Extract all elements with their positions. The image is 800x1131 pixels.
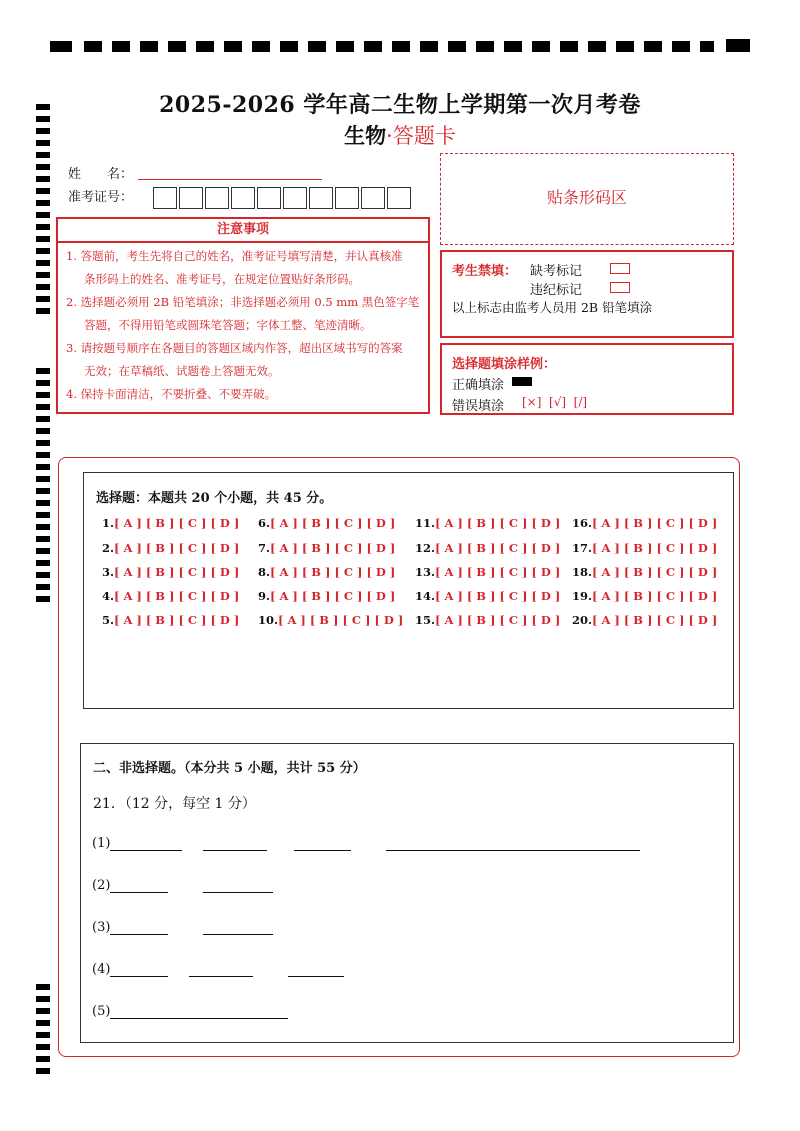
- answer-options[interactable]: [ A ] [ B ] [ C ] [ D ]: [114, 565, 240, 579]
- timing-mark: [36, 464, 50, 470]
- question-number: 19.: [572, 589, 593, 603]
- notice-item-number: 2.: [66, 295, 77, 309]
- choice-question[interactable]: [102, 541, 239, 555]
- timing-mark: [36, 296, 50, 302]
- timing-mark: [112, 41, 130, 52]
- question-number: 9.: [258, 589, 271, 603]
- nonchoice-header: 二、非选择题。（本分共 5 小题，共计 55 分）: [93, 761, 366, 776]
- question-number: 3.: [102, 565, 115, 579]
- timing-mark: [36, 1068, 50, 1074]
- timing-mark: [616, 41, 634, 52]
- timing-mark: [336, 41, 354, 52]
- notice-item-number: 3.: [66, 341, 77, 355]
- timing-mark: [308, 41, 326, 52]
- nonchoice-box: [80, 743, 734, 1043]
- choice-question[interactable]: [572, 613, 717, 627]
- timing-mark: [36, 308, 50, 314]
- question-number: 17.: [572, 541, 593, 555]
- timing-mark: [252, 41, 270, 52]
- timing-mark: [168, 41, 186, 52]
- answer-options[interactable]: [ A ] [ B ] [ C ] [ D ]: [270, 589, 396, 603]
- timing-mark: [36, 380, 50, 386]
- timing-mark: [36, 416, 50, 422]
- timing-mark: [392, 41, 410, 52]
- timing-mark: [36, 584, 50, 590]
- timing-mark: [36, 440, 50, 446]
- answer-options[interactable]: [ A ] [ B ] [ C ] [ D ]: [114, 541, 240, 555]
- timing-mark: [672, 41, 690, 52]
- barcode-area: 贴条形码区: [440, 153, 734, 245]
- timing-mark: [36, 284, 50, 290]
- answer-options[interactable]: [ A ] [ B ] [ C ] [ D ]: [270, 541, 396, 555]
- timing-mark: [36, 248, 50, 254]
- notice-box: [56, 217, 430, 414]
- answer-options[interactable]: [ A ] [ B ] [ C ] [ D ]: [114, 516, 240, 530]
- timing-mark: [420, 41, 438, 52]
- question-number: 15.: [415, 613, 436, 627]
- timing-mark: [36, 984, 50, 990]
- answer-line[interactable]: [110, 1018, 288, 1019]
- forbidden-box: [440, 250, 734, 338]
- correct-fill-label: 正确填涂: [452, 378, 505, 393]
- timing-mark: [36, 176, 50, 182]
- answer-options[interactable]: [ A ] [ B ] [ C ] [ D ]: [592, 516, 718, 530]
- notice-item-number: 4.: [66, 387, 77, 401]
- timing-mark: [280, 41, 298, 52]
- id-digit-box[interactable]: [153, 187, 177, 209]
- choice-question[interactable]: [102, 589, 239, 603]
- answer-line[interactable]: [294, 850, 351, 851]
- answer-options[interactable]: [ A ] [ B ] [ C ] [ D ]: [435, 613, 561, 627]
- answer-options[interactable]: [ A ] [ B ] [ C ] [ D ]: [592, 541, 718, 555]
- timing-mark: [36, 200, 50, 206]
- timing-mark: [36, 164, 50, 170]
- choice-header: 选择题：本题共 20 个小题，共 45 分。: [96, 491, 333, 506]
- answer-options[interactable]: [ A ] [ B ] [ C ] [ D ]: [592, 565, 718, 579]
- question-number: 13.: [415, 565, 436, 579]
- id-label: 准考证号：: [68, 190, 134, 205]
- answer-line[interactable]: [189, 976, 253, 977]
- choice-question[interactable]: [572, 589, 717, 603]
- id-digit-box[interactable]: [387, 187, 411, 209]
- answer-line[interactable]: [110, 850, 182, 851]
- question-number: 11.: [415, 516, 436, 530]
- timing-mark: [36, 272, 50, 278]
- timing-mark: [36, 536, 50, 542]
- notice-item-text: 答题前，考生先将自己的姓名，准考证号填写清楚，并认真核准: [80, 249, 403, 263]
- choice-question[interactable]: [572, 565, 717, 579]
- answer-line[interactable]: [110, 976, 168, 977]
- id-digit-box[interactable]: [179, 187, 203, 209]
- part-3-label: (3): [92, 920, 111, 935]
- exam-title: 2025-2026 学年高二生物上学期第一次月考卷: [159, 92, 641, 118]
- id-digit-box[interactable]: [335, 187, 359, 209]
- notice-item-text: 选择题必须用 2B 铅笔填涂；非选择题必须用 0.5 mm 黑色签字笔: [80, 295, 420, 309]
- answer-line[interactable]: [110, 892, 168, 893]
- timing-mark: [700, 41, 714, 52]
- timing-mark: [560, 41, 578, 52]
- timing-mark: [36, 236, 50, 242]
- name-label: 姓 名：: [68, 167, 134, 182]
- choice-question[interactable]: [258, 565, 395, 579]
- notice-item-number: 1.: [66, 249, 77, 263]
- timing-mark: [36, 152, 50, 158]
- question-number: 5.: [102, 613, 115, 627]
- answer-line[interactable]: [110, 934, 168, 935]
- choice-question[interactable]: [258, 541, 395, 555]
- notice-item: [58, 337, 428, 360]
- part-4-label: (4): [92, 962, 111, 977]
- choice-question[interactable]: [258, 613, 403, 627]
- violation-mark-box[interactable]: [610, 282, 630, 293]
- choice-question[interactable]: [572, 541, 717, 555]
- answer-options[interactable]: [ A ] [ B ] [ C ] [ D ]: [592, 589, 718, 603]
- notice-item-text: 保持卡面清洁，不要折叠、不要弄破。: [80, 387, 277, 401]
- choice-question[interactable]: [415, 589, 560, 603]
- timing-mark: [36, 560, 50, 566]
- timing-mark: [224, 41, 242, 52]
- correct-fill-sample: [512, 377, 532, 386]
- timing-mark: [36, 392, 50, 398]
- timing-mark: [36, 500, 50, 506]
- timing-mark: [36, 596, 50, 602]
- answer-options[interactable]: [ A ] [ B ] [ C ] [ D ]: [114, 613, 240, 627]
- id-boxes: [153, 187, 413, 213]
- timing-mark: [36, 404, 50, 410]
- question-21-title: 21．（12 分，每空 1 分）: [93, 796, 256, 812]
- forbidden-note: 以上标志由监考人员用 2B 铅笔填涂: [452, 300, 653, 315]
- notice-item: [58, 291, 428, 314]
- answer-options[interactable]: [ A ] [ B ] [ C ] [ D ]: [270, 516, 396, 530]
- choice-question[interactable]: [102, 516, 239, 530]
- answer-options[interactable]: [ A ] [ B ] [ C ] [ D ]: [435, 565, 561, 579]
- answer-options[interactable]: [ A ] [ B ] [ C ] [ D ]: [270, 565, 396, 579]
- choice-question[interactable]: [572, 516, 717, 530]
- id-digit-box[interactable]: [309, 187, 333, 209]
- wrong-fill-label: 错误填涂: [452, 399, 505, 414]
- timing-mark: [36, 488, 50, 494]
- question-number: 4.: [102, 589, 115, 603]
- timing-mark: [448, 41, 466, 52]
- part-5-label: (5): [92, 1004, 111, 1019]
- id-digit-box[interactable]: [283, 187, 307, 209]
- timing-mark: [532, 41, 550, 52]
- absent-mark-label: 缺考标记: [530, 264, 583, 279]
- part-2-label: (2): [92, 878, 111, 893]
- answer-line[interactable]: [203, 892, 273, 893]
- timing-mark: [36, 1056, 50, 1062]
- timing-mark: [36, 996, 50, 1002]
- choice-question[interactable]: [415, 613, 560, 627]
- question-number: 2.: [102, 541, 115, 555]
- answer-card-label: ·答题卡: [386, 124, 456, 148]
- timing-mark: [36, 260, 50, 266]
- timing-mark: [36, 212, 50, 218]
- part-1-label: (1): [92, 836, 111, 851]
- answer-line[interactable]: [203, 934, 273, 935]
- notice-item-cont: [58, 360, 428, 383]
- question-number: 12.: [415, 541, 436, 555]
- timing-mark: [476, 41, 494, 52]
- question-number: 10.: [258, 613, 279, 627]
- timing-mark: [36, 512, 50, 518]
- timing-mark: [36, 1008, 50, 1014]
- question-number: 14.: [415, 589, 436, 603]
- notice-item-text: 请按题号顺序在各题目的答题区域内作答，超出区域书写的答案: [80, 341, 403, 355]
- timing-mark: [644, 41, 662, 52]
- timing-mark: [50, 41, 72, 52]
- notice-item-cont: [58, 314, 428, 337]
- answer-options[interactable]: [ A ] [ B ] [ C ] [ D ]: [435, 541, 561, 555]
- question-number: 16.: [572, 516, 593, 530]
- timing-mark: [36, 452, 50, 458]
- timing-mark: [36, 188, 50, 194]
- answer-line[interactable]: [203, 850, 267, 851]
- question-number: 6.: [258, 516, 271, 530]
- choice-question[interactable]: [415, 541, 560, 555]
- forbidden-label: 考生禁填：: [452, 264, 518, 279]
- timing-mark: [36, 572, 50, 578]
- notice-title: 注意事项: [58, 219, 428, 243]
- id-digit-box[interactable]: [231, 187, 255, 209]
- timing-mark: [36, 476, 50, 482]
- timing-mark: [36, 224, 50, 230]
- fill-example-title: 选择题填涂样例：: [452, 357, 557, 372]
- question-number: 7.: [258, 541, 271, 555]
- timing-mark: [84, 41, 102, 52]
- answer-options[interactable]: [ A ] [ B ] [ C ] [ D ]: [278, 613, 404, 627]
- name-field[interactable]: [138, 179, 322, 180]
- question-number: 8.: [258, 565, 271, 579]
- exam-subtitle: [0, 120, 800, 150]
- timing-mark: [364, 41, 382, 52]
- notice-item: [58, 383, 428, 406]
- question-number: 20.: [572, 613, 593, 627]
- timing-mark: [726, 39, 750, 52]
- timing-mark: [36, 368, 50, 374]
- choice-question[interactable]: [415, 565, 560, 579]
- timing-mark: [36, 428, 50, 434]
- notice-item-text: 无效；在草稿纸、试题卷上答题无效。: [84, 364, 280, 378]
- timing-mark: [36, 524, 50, 530]
- choice-question[interactable]: [102, 565, 239, 579]
- answer-options[interactable]: [ A ] [ B ] [ C ] [ D ]: [435, 589, 561, 603]
- answer-line[interactable]: [288, 976, 344, 977]
- question-number: 1.: [102, 516, 115, 530]
- absent-mark-box[interactable]: [610, 263, 630, 274]
- choice-question[interactable]: [258, 516, 395, 530]
- answer-line[interactable]: [386, 850, 640, 851]
- violation-mark-label: 违纪标记: [530, 283, 583, 298]
- id-digit-box[interactable]: [361, 187, 385, 209]
- timing-mark: [140, 41, 158, 52]
- notice-item-cont: [58, 268, 428, 291]
- notice-item-text: 答题，不得用铅笔或圆珠笔答题；字体工整、笔迹清晰。: [84, 318, 372, 332]
- choice-question[interactable]: [415, 516, 560, 530]
- timing-mark: [504, 41, 522, 52]
- question-number: 18.: [572, 565, 593, 579]
- answer-options[interactable]: [ A ] [ B ] [ C ] [ D ]: [114, 589, 240, 603]
- answer-options[interactable]: [ A ] [ B ] [ C ] [ D ]: [592, 613, 718, 627]
- timing-mark: [36, 1032, 50, 1038]
- choice-question[interactable]: [258, 589, 395, 603]
- id-digit-box[interactable]: [257, 187, 281, 209]
- id-digit-box[interactable]: [205, 187, 229, 209]
- wrong-fill-samples: [×] [√] [/]: [522, 395, 588, 409]
- notice-item-text: 条形码上的姓名、准考证号，在规定位置贴好条形码。: [84, 272, 360, 286]
- subject-name: 生物: [344, 123, 387, 148]
- choice-question[interactable]: [102, 613, 239, 627]
- notice-item: [58, 245, 428, 268]
- timing-mark: [36, 548, 50, 554]
- timing-mark: [196, 41, 214, 52]
- fill-example-box: [440, 343, 734, 415]
- answer-options[interactable]: [ A ] [ B ] [ C ] [ D ]: [435, 516, 561, 530]
- timing-mark: [36, 1020, 50, 1026]
- timing-mark: [588, 41, 606, 52]
- timing-mark: [36, 1044, 50, 1050]
